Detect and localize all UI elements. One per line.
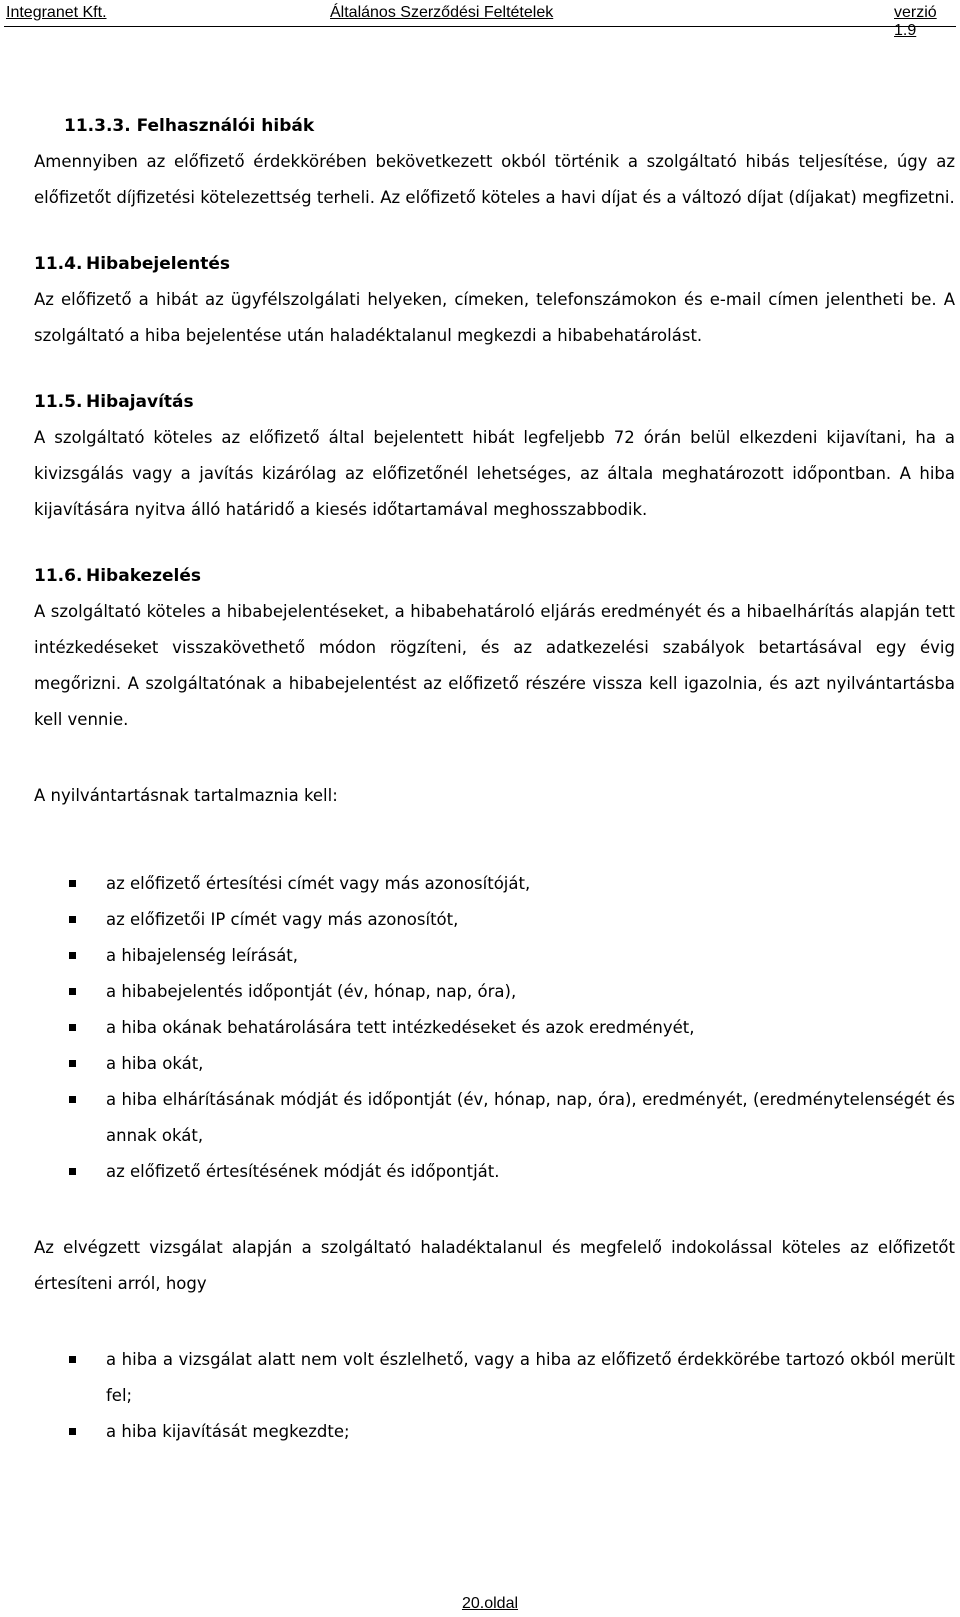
document-body <box>34 108 955 1450</box>
page-number: 20.oldal <box>461 1595 519 1612</box>
header-title: Általános Szerződési Feltételek <box>330 4 554 21</box>
list-item: a hiba okának behatárolására tett intézkedéseket és azok eredményét, <box>34 1010 955 1046</box>
bullet-icon <box>69 880 76 887</box>
list-item: a hiba kijavítását megkezdte; <box>34 1414 955 1450</box>
section-text-11-5: A szolgáltató köteles az előfizető által bejelentett hibát legfeljebb 72 órán belül elkezdeni kijavítani, ha a kivizsgálás vagy a javítás kizárólag az előfizetőnél lehetséges, az általa meghatározott időpontban. A hiba kijavítására nyitva álló határidő a kiesés időtartamával meghosszabbodik. <box>34 428 955 519</box>
section-text-11-3-3: Amennyiben az előfizető érdekkörében bekövetkezett okból történik a szolgáltató hibás teljesítése, úgy az előfizetőt díjfizetési kötelezettség terheli. Az előfizető köteles a havi díjat és a változó díjat (díjakat) megfizetni. <box>34 152 955 207</box>
bullet-icon <box>69 1024 76 1031</box>
page-header <box>0 4 960 39</box>
bullet-icon <box>69 952 76 959</box>
list-item: a hiba okát, <box>34 1046 955 1082</box>
section-heading-11-6 <box>34 558 955 594</box>
list-item: az előfizető értesítésének módját és időpontját. <box>34 1154 955 1190</box>
bullet-icon <box>69 1168 76 1175</box>
closing-text: Az elvégzett vizsgálat alapján a szolgáltató haladéktalanul és megfelelő indokolással köteles az előfizetőt értesíteni arról, hogy <box>34 1238 955 1293</box>
section-text-11-4: Az előfizető a hibát az ügyfélszolgálati helyeken, címeken, telefonszámokon és e-mail címen jelentheti be. A szolgáltató a hiba bejelentése után haladéktalanul megkezdi a hibabehatárolást. <box>34 290 955 345</box>
list-item: az előfizetői IP címét vagy más azonosítót, <box>34 902 955 938</box>
bullet-icon <box>69 1060 76 1067</box>
header-divider <box>4 26 956 27</box>
header-version: verzió 1.9 <box>894 4 937 39</box>
notification-list <box>34 1342 955 1450</box>
bullet-icon <box>69 1356 76 1363</box>
section-text-11-6: A szolgáltató köteles a hibabejelentéseket, a hibabehatároló eljárás eredményét és a hibaelhárítás alapján tett intézkedéseket visszakövethető módon rögzíteni, és az adatkezelési szabályok betartásával egy évig megőrizni. A szolgáltatónak a hibabejelentést az előfizető részére vissza kell igazolnia, és azt nyilvántartásba kell vennie. <box>34 602 955 729</box>
section-heading-11-5 <box>34 384 955 420</box>
section-title: Hibabejelentés <box>86 254 230 274</box>
bullet-icon <box>69 1428 76 1435</box>
section-number: 11.6. <box>34 566 83 586</box>
section-number: 11.5. <box>34 392 83 412</box>
list-item: a hibabejelentés időpontját (év, hónap, nap, óra), <box>34 974 955 1010</box>
section-heading-11-3-3: 11.3.3. Felhasználói hibák <box>64 116 315 136</box>
list-item: a hiba elhárításának módját és időpontját (év, hónap, nap, óra), eredményét, (eredménytelenségét és annak okát, <box>34 1082 955 1154</box>
section-heading-11-4 <box>34 246 955 282</box>
bullet-icon <box>69 916 76 923</box>
section-title: Hibajavítás <box>86 392 194 412</box>
list-item: az előfizető értesítési címét vagy más azonosítóját, <box>34 866 955 902</box>
record-requirements-list <box>34 866 955 1190</box>
header-company: Integranet Kft. <box>6 4 107 21</box>
section-number: 11.4. <box>34 254 83 274</box>
list-intro: A nyilvántartásnak tartalmaznia kell: <box>34 786 338 805</box>
page-footer <box>0 1595 960 1613</box>
section-title: Hibakezelés <box>86 566 201 586</box>
list-item: a hiba a vizsgálat alatt nem volt észlelhető, vagy a hiba az előfizető érdekkörébe tartozó okból merült fel; <box>34 1342 955 1414</box>
bullet-icon <box>69 988 76 995</box>
bullet-icon <box>69 1096 76 1103</box>
list-item: a hibajelenség leírását, <box>34 938 955 974</box>
